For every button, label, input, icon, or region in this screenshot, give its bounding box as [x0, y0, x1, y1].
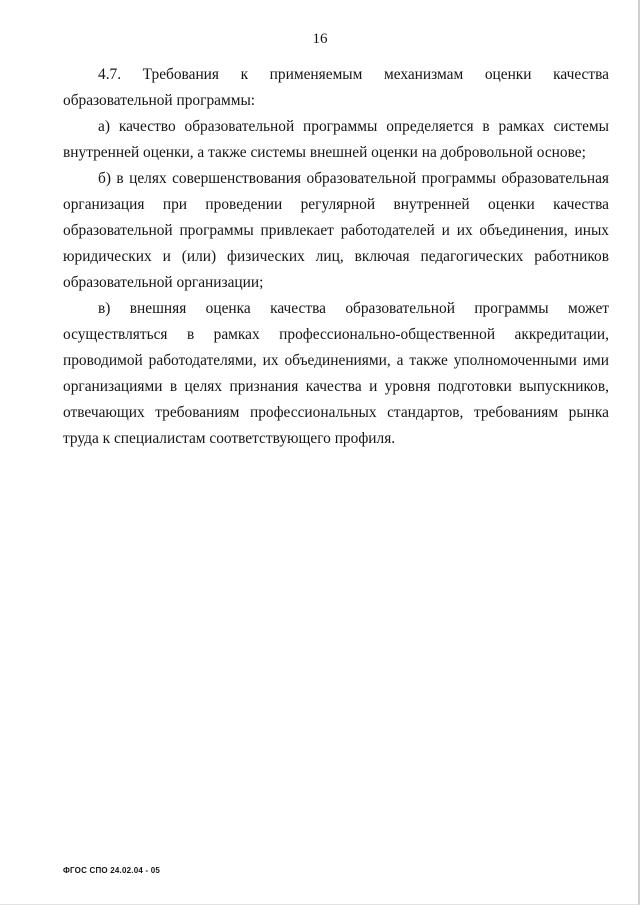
item-a-paragraph: а) качество образовательной программы определяется в рамках системы внутренней оценки, а также системы внешней оценки на добровольной основе; — [63, 118, 609, 161]
document-code-footer: ФГОС СПО 24.02.04 - 05 — [63, 866, 161, 875]
section-body — [63, 62, 609, 452]
item-v-paragraph: в) внешняя оценка качества образовательной программы может осуществляться в рамках профессионально-общественной аккредитации, проводимой работодателями, их объединениями, а также уполномоченными ими организациями в целях признания качества и уровня подготовки выпускников, отвечающих требованиям профессиональных стандартов, требованиям рынка труда к специалистам соответствующего профиля. — [63, 300, 609, 447]
section-heading-paragraph: 4.7. Требования к применяемым механизмам оценки качества образовательной программы: — [63, 66, 609, 109]
item-b-paragraph: б) в целях совершенствования образовательной программы образовательная организация при проведении регулярной внутренней оценки качества образовательной программы привлекает работодателей и их объединения, иных юридических и (или) физических лиц, включая педагогических работников образовательной организации; — [63, 170, 609, 291]
page-number: 16 — [312, 31, 328, 47]
